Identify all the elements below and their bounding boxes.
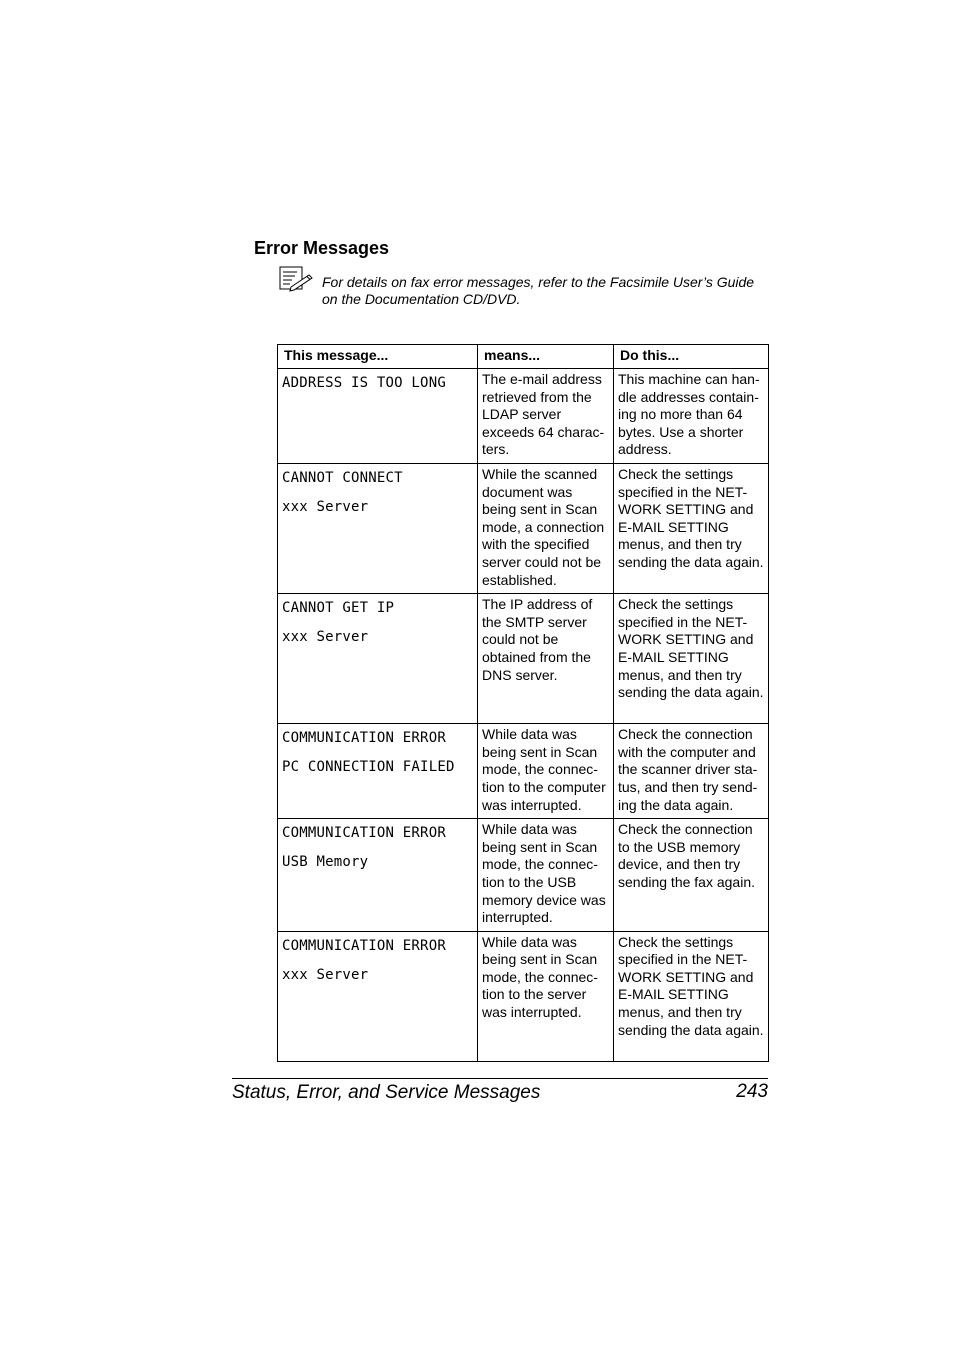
- message-line: COMMUNICATION ERROR: [282, 730, 446, 747]
- means-cell: The e-mail address retrieved from the LDAP server exceeds 64 charac-ters.: [478, 369, 614, 464]
- message-line: xxx Server: [282, 629, 369, 646]
- message-line: ADDRESS IS TOO LONG: [282, 375, 446, 391]
- message-cell: [278, 724, 478, 819]
- table-row: [278, 463, 769, 593]
- means-cell: The IP address of the SMTP server could not be obtained from the DNS server.: [478, 594, 614, 724]
- message-cell: [278, 594, 478, 724]
- note-text: For details on fax error messages, refer to the Facsimile User’s Guide on the Documentation CD/DVD.: [322, 274, 755, 307]
- message-line: CANNOT GET IP: [282, 600, 395, 617]
- column-header-action: Do this...: [614, 345, 769, 369]
- message-line: xxx Server: [282, 498, 369, 515]
- message-cell: [278, 369, 478, 464]
- message-line: PC CONNECTION FAILED: [282, 759, 455, 776]
- means-cell: While data was being sent in Scan mode, the connec-tion to the server was interrupted.: [478, 931, 614, 1061]
- table-header-row: [278, 345, 769, 369]
- action-cell: Check the settings specified in the NET-WORK SETTING and E-MAIL SETTING menus, and then try sending the data again.: [614, 931, 769, 1061]
- message-line: COMMUNICATION ERROR: [282, 937, 446, 954]
- error-messages-table: [277, 344, 769, 1062]
- message-line: CANNOT CONNECT: [282, 469, 403, 486]
- footer-chapter-title: Status, Error, and Service Messages: [232, 1082, 541, 1103]
- message-line: COMMUNICATION ERROR: [282, 825, 446, 842]
- table-row: [278, 931, 769, 1061]
- message-cell: [278, 819, 478, 932]
- column-header-means: means...: [478, 345, 614, 369]
- note-pencil-icon: [279, 266, 315, 292]
- message-cell: [278, 463, 478, 593]
- column-header-message: This message...: [278, 345, 478, 369]
- message-line: USB Memory: [282, 854, 369, 871]
- means-cell: While the scanned document was being sent in Scan mode, a connection with the specified server could not be established.: [478, 463, 614, 593]
- table-row: [278, 369, 769, 464]
- page-number: 243: [736, 1081, 768, 1102]
- table-row: [278, 819, 769, 932]
- footer-divider: [232, 1078, 768, 1079]
- section-title: Error Messages: [254, 238, 390, 258]
- table-row: [278, 724, 769, 819]
- table-row: [278, 594, 769, 724]
- means-cell: While data was being sent in Scan mode, the connec-tion to the computer was interrupted.: [478, 724, 614, 819]
- message-line: xxx Server: [282, 966, 369, 983]
- action-cell: Check the connection with the computer and the scanner driver sta-tus, and then try send-ing the data again.: [614, 724, 769, 819]
- action-cell: Check the settings specified in the NET-WORK SETTING and E-MAIL SETTING menus, and then try sending the data again.: [614, 594, 769, 724]
- action-cell: This machine can han-dle addresses contain-ing no more than 64 bytes. Use a shorter address.: [614, 369, 769, 464]
- action-cell: Check the settings specified in the NET-WORK SETTING and E-MAIL SETTING menus, and then try sending the data again.: [614, 463, 769, 593]
- means-cell: While data was being sent in Scan mode, the connec-tion to the USB memory device was interrupted.: [478, 819, 614, 932]
- message-cell: [278, 931, 478, 1061]
- action-cell: Check the connection to the USB memory device, and then try sending the fax again.: [614, 819, 769, 932]
